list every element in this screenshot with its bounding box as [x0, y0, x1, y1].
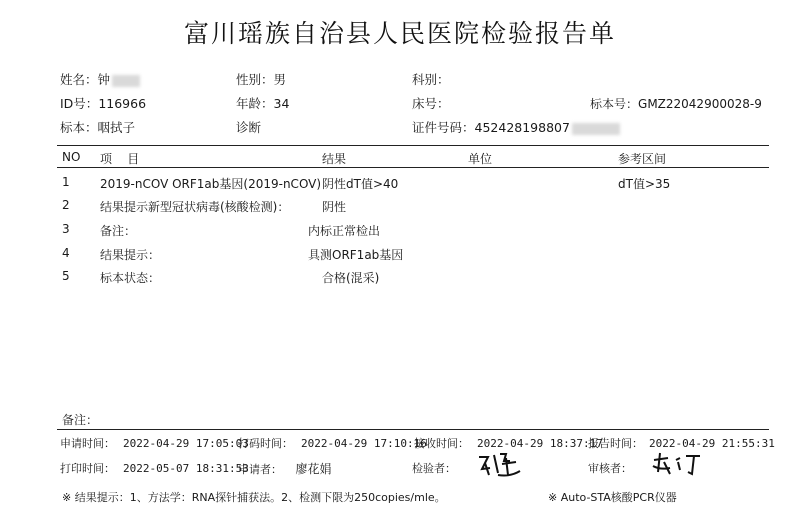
requester-value: 廖花娟 — [295, 462, 332, 476]
cert-label: 证件号码： — [412, 120, 475, 135]
header-item: 项 目 — [100, 152, 140, 166]
header-result: 结果 — [322, 152, 347, 166]
instrument-note: ※ Auto-STA核酸PCR仪器 — [548, 491, 677, 504]
sample-no-value: GMZ22042900028-9 — [638, 97, 762, 111]
gender-value: 男 — [273, 72, 287, 87]
table-top-rule — [57, 145, 769, 146]
report-time-value: 2022-04-29 21:55:31 — [649, 437, 775, 450]
patient-bed — [412, 94, 450, 112]
cert-redaction — [572, 123, 620, 135]
sample-no-label: 标本号： — [590, 97, 639, 111]
row-2-item: 结果提示新型冠状病毒(核酸检测)： — [100, 200, 290, 214]
remarks-label: 备注： — [62, 413, 99, 427]
tester — [412, 460, 456, 476]
row-4-no: 4 — [62, 246, 70, 260]
row-1-reference: dT值>35 — [618, 177, 671, 191]
receive-time-label: 接收时间： — [414, 437, 469, 450]
patient-name — [60, 70, 140, 88]
name-redaction — [112, 75, 140, 87]
specimen-label: 标本： — [60, 120, 98, 135]
diagnosis — [236, 118, 261, 136]
cert-value: 452428198807 — [474, 120, 570, 135]
patient-age — [236, 94, 289, 112]
print-time — [60, 460, 249, 476]
id-label: ID号： — [60, 96, 99, 111]
row-3-no: 3 — [62, 222, 70, 236]
print-code-time — [238, 435, 427, 451]
row-4-result: 具测ORF1ab基因 — [308, 248, 404, 262]
id-value: 116966 — [98, 96, 147, 111]
tester-label: 检验者： — [412, 462, 456, 475]
name-label: 姓名： — [60, 72, 98, 87]
row-1-result: 阴性dT值>40 — [322, 177, 399, 191]
patient-id — [60, 94, 146, 112]
report-time-label: 报告时间： — [588, 437, 643, 450]
report-title: 富川瑶族自治县人民医院检验报告单 — [183, 19, 616, 48]
header-no: NO — [62, 150, 81, 164]
header-reference: 参考区间 — [618, 152, 667, 166]
row-2-result: 阴性 — [322, 200, 347, 214]
row-5-no: 5 — [62, 269, 70, 283]
diagnosis-label: 诊断 — [236, 120, 262, 135]
gender-label: 性别： — [236, 72, 274, 87]
patient-gender — [236, 70, 286, 88]
print-code-time-label: 打码时间： — [238, 437, 293, 450]
auditor-label: 审核者： — [588, 462, 632, 475]
print-time-label: 打印时间： — [60, 462, 115, 475]
row-1-item: 2019-nCOV ORF1ab基因(2019-nCOV) — [100, 177, 322, 191]
specimen-value: 咽拭子 — [97, 120, 136, 135]
row-5-result: 合格(混采) — [322, 271, 380, 285]
row-2-no: 2 — [62, 198, 70, 212]
row-5-item: 标本状态： — [100, 271, 161, 285]
request-time-value: 2022-04-29 17:05:03 — [123, 437, 249, 450]
age-label: 年龄： — [236, 96, 274, 111]
auditor-signature — [650, 450, 708, 478]
method-note: ※ 结果提示：1、方法学：RNA探针捕获法。2、检测下限为250copies/mle。 — [62, 491, 446, 504]
patient-dept — [412, 70, 450, 88]
header-unit: 单位 — [468, 152, 493, 166]
bed-label: 床号： — [412, 96, 450, 111]
auditor — [588, 460, 632, 476]
requester — [238, 460, 332, 477]
sample-number — [590, 95, 762, 112]
name-value: 钟 — [97, 72, 111, 87]
tester-signature — [476, 449, 524, 479]
row-4-item: 结果提示： — [100, 248, 161, 262]
request-time-label: 申请时间： — [60, 437, 115, 450]
remarks-rule — [57, 429, 769, 430]
specimen — [60, 118, 135, 136]
request-time — [60, 435, 249, 451]
report-time — [588, 435, 775, 451]
print-time-value: 2022-05-07 18:31:53 — [123, 462, 249, 475]
table-header-rule — [57, 167, 769, 168]
row-1-no: 1 — [62, 175, 70, 189]
dept-label: 科别： — [412, 72, 450, 87]
print-code-time-value: 2022-04-29 17:10:16 — [301, 437, 427, 450]
age-value: 34 — [273, 96, 290, 111]
row-3-result: 内标正常检出 — [308, 224, 381, 238]
receive-time-value: 2022-04-29 18:37:17 — [477, 437, 603, 450]
row-3-item: 备注： — [100, 224, 137, 238]
id-card — [412, 118, 620, 136]
requester-label: 申请者： — [238, 463, 282, 476]
